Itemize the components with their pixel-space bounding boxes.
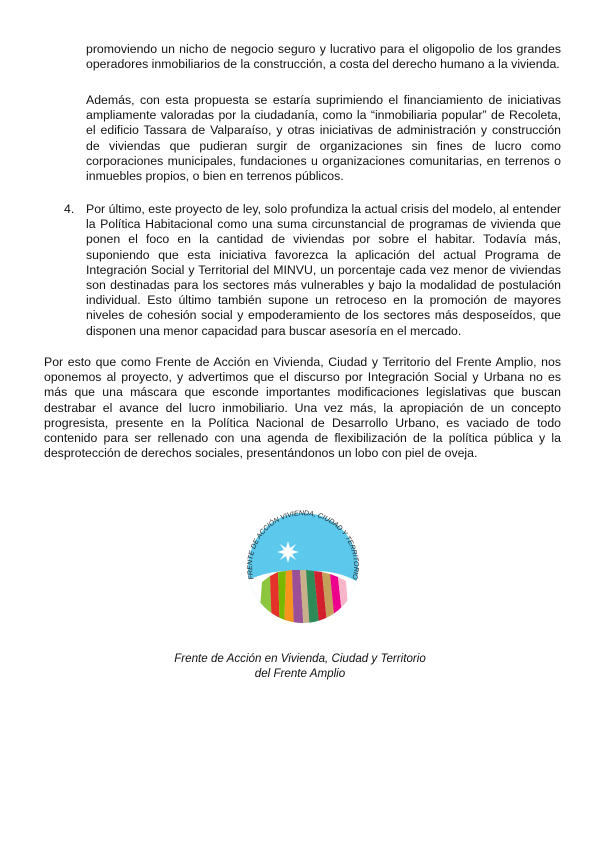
logo-disc: [234, 502, 372, 634]
signature-line-1: Frente de Acción en Vivienda, Ciudad y Territorio: [174, 652, 426, 665]
sun-star-icon: [277, 541, 299, 563]
list-item-4-text: Por último, este proyecto de ley, solo profundiza la actual crisis del modelo, al entender la Política Habitacional como una suma circunstancial de programas de vivienda que ponen el foco en la cantidad de viviendas por sobre el habitar. Todavía más, suponiendo que esta iniciativa favorezca la aplicación del actual Programa de Integración Social y Territorial del MINVU, un porcentaje cada vez menor de viviendas son destinadas para los sectores más vulnerables y bajo la modalidad de postulación individual. Esto último también supone un retroceso en la promoción de mayores niveles de cohesión social y empoderamiento de los sectores más desposeídos, que disponen una menor capacidad para buscar asesoría en el mercado.: [86, 202, 561, 338]
list-item-number: 4.: [64, 202, 75, 216]
logo-ring-text: FRENTE DE ACCIÓN VIVIENDA, CIUDAD Y TERRITORIO: [246, 510, 360, 581]
frente-logo: [234, 502, 372, 634]
paragraph-conclusion: Por esto que como Frente de Acción en Vivienda, Ciudad y Territorio del Frente Amplio, nos oponemos al proyecto, y advertimos que el discurso por Integración Social y Urbana no es más que una máscara que esconde importantes modificaciones legislativas que buscan destrabar el avance del lucro inmobiliario. Una vez más, la apropiación de un concepto progresista, presente en la Política Nacional de Desarrollo Urbano, es vaciado de todo contenido para ser rellenado con una agenda de flexibilización de la política pública y la desprotección de derechos sociales, presentándonos un lobo con piel de oveja.: [44, 355, 561, 461]
paragraph-continuation: promoviendo un nicho de negocio seguro y lucrativo para el oligopolio de los grandes operadores inmobiliarios de la construcción, a costa del derecho humano a la vivienda.: [86, 42, 561, 72]
paragraph-financing: Además, con esta propuesta se estaría suprimiendo el financiamiento de iniciativas ampliamente valoradas por la ciudadanía, como la “inmobiliaria popular” de Recoleta, el edificio Tassara de Valparaíso, y otras iniciativas de administración y construcción de viviendas que pudieran surgir de organizaciones sin fines de lucro como corporaciones municipales, fundaciones u organizaciones comunitarias, en terrenos o inmuebles propios, o bien en terrenos públicos.: [86, 93, 561, 184]
signature-block: [150, 651, 450, 681]
signature-line-2: del Frente Amplio: [254, 667, 346, 680]
